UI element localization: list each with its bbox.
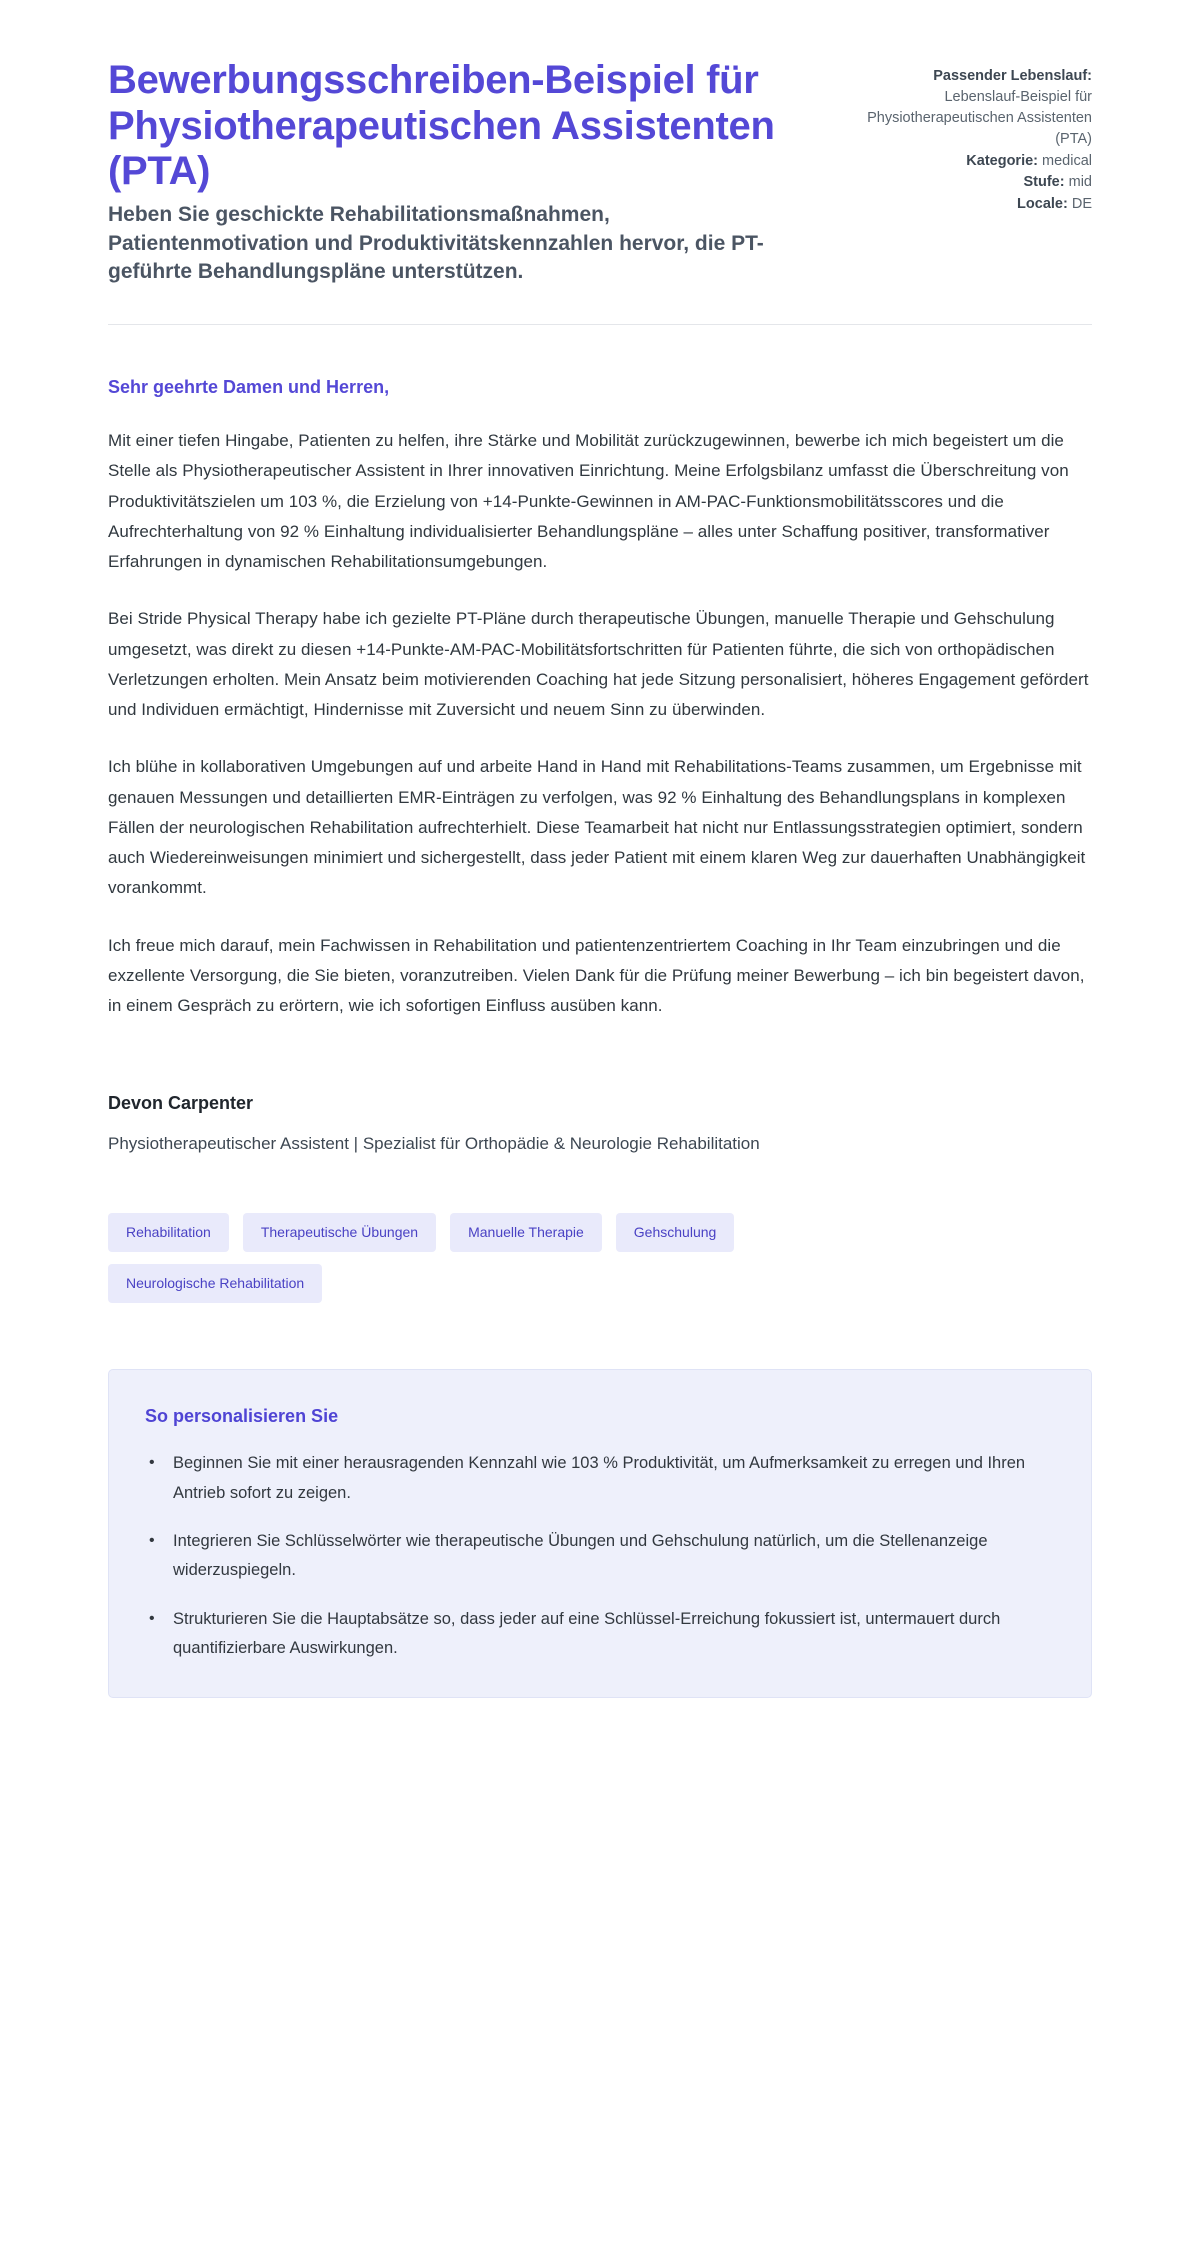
page-title: Bewerbungsschreiben-Beispiel für Physiotherapeutischen Assistenten (PTA) bbox=[108, 58, 775, 194]
callout-list bbox=[145, 1449, 1055, 1663]
letter-paragraph: Ich blühe in kollaborativen Umgebungen auf und arbeite Hand in Hand mit Rehabilitations-Teams zusammen, um Ergebnisse mit genauen Messungen und detaillierten EMR-Einträgen zu verfolgen, was 92 % Einhaltung des Behandlungsplans in komplexen Fällen der neurologischen Rehabilitation aufrechterhielt. Diese Teamarbeit hat nicht nur Entlassungsstrategien optimiert, sondern auch Wiedereinweisungen minimiert und sichergestellt, dass jeder Patient mit einem klaren Weg zur dauerhaften Unabhängigkeit vorankommt. bbox=[108, 757, 1086, 898]
letter-paragraph: Bei Stride Physical Therapy habe ich gezielte PT-Pläne durch therapeutische Übungen, manuelle Therapie und Gehschulung umgesetzt, was direkt zu diesen +14-Punkte-AM-PAC-Mobilitätsfortschritten für Patienten führte, die sich von orthopädischen Verletzungen erholten. Mein Ansatz beim motivierenden Coaching hat jede Sitzung personalisiert, höheres Engagement gefördert und Individuen ermächtigt, Hindernisse mit Zuversicht und neuem Sinn zu überwinden. bbox=[108, 609, 1089, 720]
tag-chip[interactable]: Therapeutische Übungen bbox=[243, 1213, 436, 1252]
header-divider bbox=[108, 324, 1092, 325]
meta-level-label: Stufe: bbox=[1023, 174, 1065, 191]
callout-title: So personalisieren Sie bbox=[145, 1406, 339, 1427]
signature-role: Physiotherapeutischer Assistent | Spezialist für Orthopädie & Neurologie Rehabilitation bbox=[108, 1134, 760, 1154]
callout-list-item: • Integrieren Sie Schlüsselwörter wie therapeutische Übungen und Gehschulung natürlich, um die Stellenanzeige widerzuspiegeln. bbox=[169, 1527, 1055, 1586]
callout-list-item: • Strukturieren Sie die Hauptabsätze so, dass jeder auf eine Schlüssel-Erreichung fokussiert ist, untermauert durch quantifizierbare Auswirkungen. bbox=[169, 1605, 1055, 1664]
meta-category-label: Kategorie: bbox=[966, 152, 1038, 169]
personalization-callout bbox=[108, 1369, 1092, 1698]
letter-paragraph: Mit einer tiefen Hingabe, Patienten zu helfen, ihre Stärke und Mobilität zurückzugewinnen, bewerbe ich mich begeistert um die Stelle als Physiotherapeutischer Assistent in Ihrer innovativen Einrichtung. Meine Erfolgsbilanz umfasst die Überschreitung von Produktivitätszielen um 103 %, die Erzielung von +14-Punkte-Gewinnen in AM-PAC-Funktionsmobilitätsscores und die Aufrechterhaltung von 92 % Einhaltung individualisierter Behandlungspläne – alles unter Schaffung positiver, transformativer Erfahrungen in dynamischen Rehabilitationsumgebungen. bbox=[108, 431, 1069, 572]
meta-level-value: mid bbox=[1068, 174, 1092, 191]
callout-list-item: • Beginnen Sie mit einer herausragenden Kennzahl wie 103 % Produktivität, um Aufmerksamkeit zu erregen und Ihren Antrieb sofort zu zeigen. bbox=[169, 1449, 1055, 1508]
tag-chip[interactable]: Neurologische Rehabilitation bbox=[108, 1264, 322, 1303]
meta-category-value: medical bbox=[1042, 152, 1092, 169]
signature-block bbox=[0, 1089, 1200, 1157]
callout-container bbox=[0, 1369, 1200, 1698]
meta-locale bbox=[842, 194, 1092, 215]
tag-chip[interactable]: Manuelle Therapie bbox=[450, 1213, 602, 1252]
tag-chip[interactable]: Gehschulung bbox=[616, 1213, 735, 1252]
meta-matching-resume-value: Lebenslauf-Beispiel für Physiotherapeutischen Assistenten (PTA) bbox=[867, 88, 1092, 147]
tag-chip[interactable]: Rehabilitation bbox=[108, 1213, 229, 1252]
letter-salutation: Sehr geehrte Damen und Herren, bbox=[108, 377, 390, 398]
letter-paragraph: Ich freue mich darauf, mein Fachwissen in Rehabilitation und patientenzentriertem Coaching in Ihr Team einzubringen und die exzellente Versorgung, die Sie bieten, voranzutreiben. Vielen Dank für die Prüfung meiner Bewerbung – ich bin begeistert davon, in einem Gespräch zu erörtern, wie ich sofortigen Einfluss ausüben kann. bbox=[108, 935, 1085, 1016]
signature-name: Devon Carpenter bbox=[108, 1093, 254, 1114]
letter-body bbox=[0, 374, 1200, 1021]
header-title-block bbox=[108, 58, 802, 287]
tag-list bbox=[0, 1213, 1000, 1303]
meta-level bbox=[842, 172, 1092, 193]
meta-locale-label: Locale: bbox=[1017, 196, 1068, 213]
meta-matching-resume bbox=[842, 66, 1092, 150]
page-subtitle: Heben Sie geschickte Rehabilitationsmaßnahmen, Patientenmotivation und Produktivitätskennzahlen hervor, die PT-geführte Behandlungspläne unterstützen. bbox=[108, 202, 764, 284]
meta-category bbox=[842, 151, 1092, 172]
meta-matching-resume-label: Passender Lebenslauf: bbox=[933, 68, 1092, 84]
page-header bbox=[0, 0, 1200, 287]
header-metadata bbox=[842, 58, 1092, 216]
meta-locale-value: DE bbox=[1071, 196, 1092, 213]
